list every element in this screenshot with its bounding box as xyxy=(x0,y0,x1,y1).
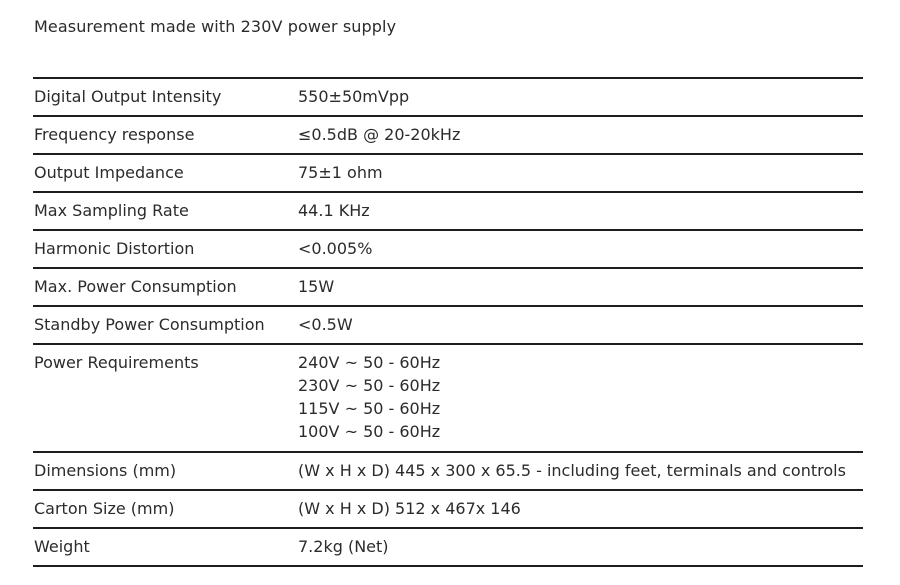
spec-table xyxy=(33,77,863,567)
spec-value xyxy=(298,230,863,268)
spec-value xyxy=(298,452,863,490)
spec-label: Harmonic Distortion xyxy=(33,230,298,268)
spec-value-line: (W x H x D) 512 x 467x 146 xyxy=(298,499,521,518)
spec-label: Dimensions (mm) xyxy=(33,452,298,490)
spec-value xyxy=(298,528,863,566)
spec-label: Max. Power Consumption xyxy=(33,268,298,306)
spec-value-line: 115V ~ 50 - 60Hz xyxy=(298,399,441,418)
spec-value-line: 75±1 ohm xyxy=(298,163,383,182)
spec-label: Digital Output Intensity xyxy=(33,78,298,116)
spec-label: Frequency response xyxy=(33,116,298,154)
spec-row xyxy=(33,306,863,344)
spec-row xyxy=(33,490,863,528)
spec-value xyxy=(298,116,863,154)
spec-row xyxy=(33,192,863,230)
spec-value xyxy=(298,490,863,528)
spec-label: Power Requirements xyxy=(33,344,298,452)
spec-value xyxy=(298,154,863,192)
spec-value xyxy=(298,268,863,306)
measurement-caption: Measurement made with 230V power supply xyxy=(34,17,397,36)
spec-row xyxy=(33,116,863,154)
spec-label: Carton Size (mm) xyxy=(33,490,298,528)
spec-value-line: <0.5W xyxy=(298,315,353,334)
spec-row xyxy=(33,154,863,192)
spec-value xyxy=(298,306,863,344)
spec-value-line: 100V ~ 50 - 60Hz xyxy=(298,422,441,441)
spec-value-line: 550±50mVpp xyxy=(298,87,410,106)
spec-value-line: 44.1 KHz xyxy=(298,201,370,220)
spec-table-body xyxy=(33,78,863,566)
spec-value xyxy=(298,192,863,230)
spec-value-line: 230V ~ 50 - 60Hz xyxy=(298,376,441,395)
spec-label: Weight xyxy=(33,528,298,566)
spec-value-line: 240V ~ 50 - 60Hz xyxy=(298,353,441,372)
spec-row xyxy=(33,528,863,566)
spec-value-line: 15W xyxy=(298,277,335,296)
spec-row xyxy=(33,452,863,490)
spec-value-line: 7.2kg (Net) xyxy=(298,537,389,556)
spec-label: Max Sampling Rate xyxy=(33,192,298,230)
spec-value-line: <0.005% xyxy=(298,239,373,258)
spec-row xyxy=(33,344,863,452)
spec-row xyxy=(33,230,863,268)
spec-value xyxy=(298,344,863,452)
spec-row xyxy=(33,268,863,306)
spec-label: Standby Power Consumption xyxy=(33,306,298,344)
spec-label: Output Impedance xyxy=(33,154,298,192)
spec-value-line: (W x H x D) 445 x 300 x 65.5 - including feet, terminals and controls xyxy=(298,461,846,480)
spec-value-line: ≤0.5dB @ 20-20kHz xyxy=(298,125,461,144)
spec-row xyxy=(33,78,863,116)
spec-value xyxy=(298,78,863,116)
